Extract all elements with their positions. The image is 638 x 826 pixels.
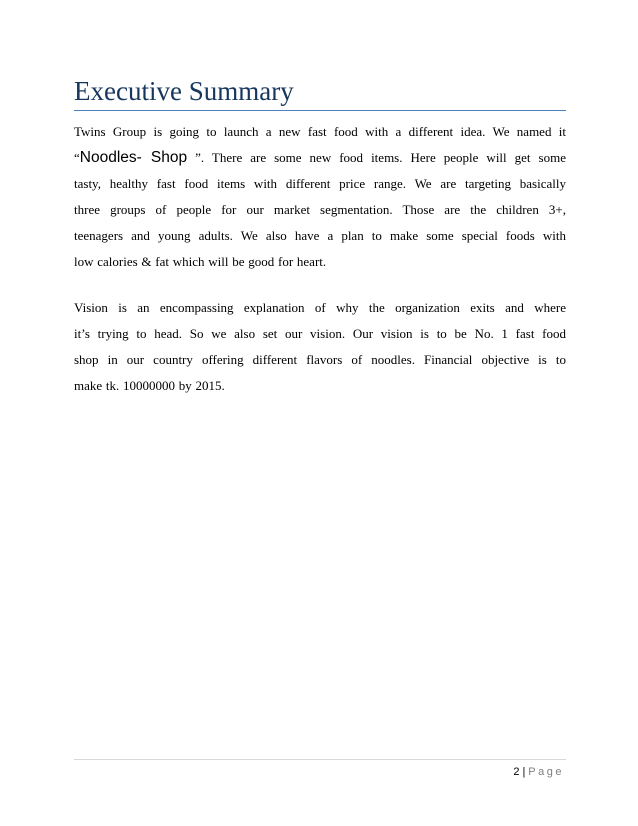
paragraph-line: shop in our country offering different flavors of noodles. Financial objective is to: [74, 352, 566, 367]
paragraph-line: it’s trying to head. So we also set our vision. Our vision is to be No. 1 fast food: [74, 326, 566, 341]
paragraph-vision: [74, 295, 566, 399]
page-footer: [513, 765, 564, 779]
paragraph-intro: [74, 119, 566, 275]
line-text: ”. There are some new food items. Here people will get some: [187, 150, 567, 165]
paragraph-line: Vision is an encompassing explanation of why the organization exits and where: [74, 300, 566, 315]
open-quote: “: [74, 150, 80, 165]
paragraph-line: three groups of people for our market segmentation. Those are the children 3+,: [74, 202, 566, 217]
page-label: Page: [528, 766, 564, 778]
paragraph-line: teenagers and young adults. We also have a plan to make some special foods with: [74, 228, 566, 243]
paragraph-line: Twins Group is going to launch a new fast food with a different idea. We named it: [74, 124, 566, 139]
paragraph-line: make tk. 10000000 by 2015.: [74, 378, 225, 393]
brand-name: Noodles- Shop: [79, 149, 188, 166]
heading-underline: [74, 110, 566, 111]
section-heading: Executive Summary: [74, 76, 294, 106]
paragraph-line: tasty, healthy fast food items with different price range. We are targeting basically: [74, 176, 566, 191]
footer-separator: |: [522, 766, 526, 778]
page-number: 2: [513, 766, 520, 778]
paragraph-line: [74, 145, 566, 171]
footer-divider: [74, 759, 566, 760]
paragraph-line: low calories & fat which will be good for heart.: [74, 254, 327, 269]
